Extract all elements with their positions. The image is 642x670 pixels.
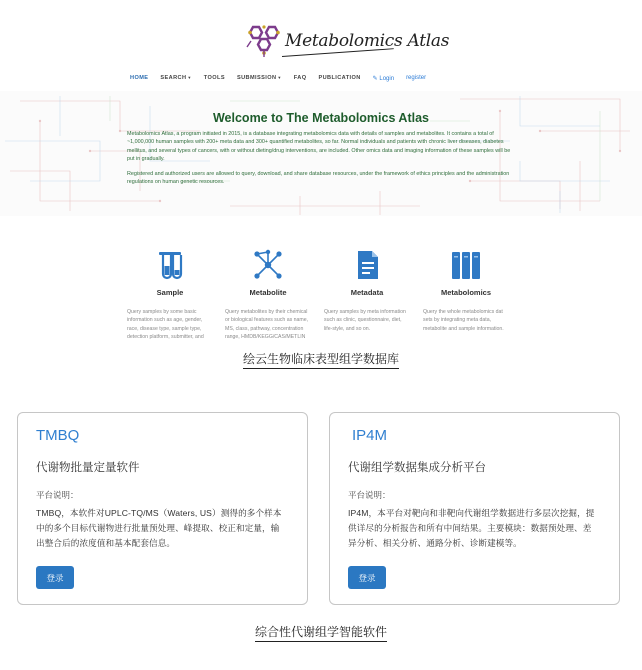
login-label: Login (379, 75, 395, 82)
feature-title: Metabolomics (440, 288, 491, 297)
hero-access-text: Registered and authorized users are allowed to query, download, and share database resources, under the framework of ethics principles and the administration regulations on human genetic resources. (127, 171, 510, 186)
header-logo[interactable] (0, 18, 642, 68)
card-description (36, 506, 282, 551)
hero-banner (0, 91, 642, 216)
nav-home[interactable] (130, 75, 148, 81)
feature-metabolite[interactable] (225, 248, 311, 341)
nav-label: PUBLICATION (318, 75, 361, 81)
login-link[interactable] (373, 75, 394, 82)
card-label: 平台说明： (36, 490, 79, 500)
nav-tools[interactable] (204, 75, 225, 81)
card-subtitle: 代谢组学数据集成分析平台 (348, 462, 486, 474)
brand-name: Metabolomics Atlas (285, 31, 450, 51)
user-icon: ✎ (372, 75, 378, 82)
card-subtitle: 代谢物批量定量软件 (36, 462, 140, 474)
desc-line: 异分析、相关分析、通路分析、诊断建模等。 (348, 538, 522, 548)
desc-line: 出整合后的浓度值和基本配套信息。 (36, 538, 176, 548)
desc-line: 中的多个目标代谢物进行批量预处理、峰提取、校正和定量，输 (36, 523, 280, 533)
card-label: 平台说明： (348, 490, 391, 500)
card-ip4m (329, 412, 620, 605)
hero-title: Welcome to The Metabolomics Atlas (212, 111, 429, 125)
document-icon (350, 248, 384, 282)
desc-line: IP4M，本平台对靶向和非靶向代谢组学数据进行多层次挖掘，提 (348, 508, 595, 518)
section-title-software[interactable] (0, 623, 642, 640)
feature-sample[interactable] (127, 248, 213, 341)
nav-label: HOME (130, 75, 149, 81)
nav-publication[interactable] (318, 75, 360, 81)
feature-title: Metabolite (249, 288, 287, 297)
section-title-text: 综合性代谢组学智能软件 (255, 625, 387, 642)
card-description (348, 506, 595, 551)
section-title-database[interactable] (0, 350, 642, 367)
feature-desc: Query samples by some basic information such as age, gender, race, disease type, sample type, detection platform, submitter, and (127, 309, 204, 341)
section-title-text: 绘云生物临床表型组学数据库 (243, 352, 399, 369)
card-name: TMBQ (36, 427, 80, 444)
feature-title: Metadata (350, 288, 384, 297)
main-nav (130, 72, 438, 84)
feature-metadata[interactable] (324, 248, 410, 332)
register-link[interactable]: register (406, 75, 427, 81)
nav-faq[interactable] (294, 75, 307, 81)
tmbq-login-button[interactable]: 登录 (36, 566, 74, 589)
nav-label: TOOLS (203, 75, 225, 81)
hero-intro-text: Metabolomics Atlas, a program initiated in 2015, is a database integrating metabolomics data with details of samples and metabolites. It contains a total of ~1,000,000 human samples with 200+ meta data and 300+ quantified metabolites, so far. Normal individuals and patients with chronic liver diseases, diabetes mellitus, and several types of cancers, with or without dieting/drug interventions, are included. Other omics data and imaging information of these samples will be put in gradually. (127, 131, 511, 162)
test-tube-icon (153, 248, 187, 282)
nav-label: FAQ (293, 75, 307, 81)
caret-down-icon: ▼ (277, 75, 282, 80)
feature-desc: Query metabolites by their chemical or biological features such as name, MS, class, pathway, concentration range, HMDB/KEGG/CAS/METLIN (225, 309, 309, 341)
feature-metabolomics[interactable] (423, 248, 509, 332)
books-icon (449, 248, 483, 282)
nav-search[interactable] (160, 75, 191, 81)
card-tmbq (17, 412, 308, 605)
caret-down-icon: ▼ (187, 75, 192, 80)
feature-title: Sample (156, 288, 184, 297)
hexagon-logo-icon (243, 23, 285, 61)
nav-label: SUBMISSION (236, 75, 277, 81)
desc-line: 供详尽的分析报告和所有中间结果。主要模块：数据预处理、差 (348, 523, 592, 533)
nav-label: SEARCH (160, 75, 187, 81)
feature-desc: Query samples by meta information such as clinic, questionnaire, diet, life-style, and so on. (324, 309, 406, 332)
nav-submission[interactable] (237, 75, 282, 81)
molecule-network-icon (251, 248, 285, 282)
card-name: IP4M (352, 427, 388, 444)
ip4m-login-button[interactable]: 登录 (348, 566, 386, 589)
feature-desc: Query the whole metabolomics dat sets by integrating meta data, metabolite and sample information. (423, 309, 504, 332)
desc-line: TMBQ，本软件对UPLC-TQ/MS（Waters, US）测得的多个样本 (36, 508, 282, 518)
